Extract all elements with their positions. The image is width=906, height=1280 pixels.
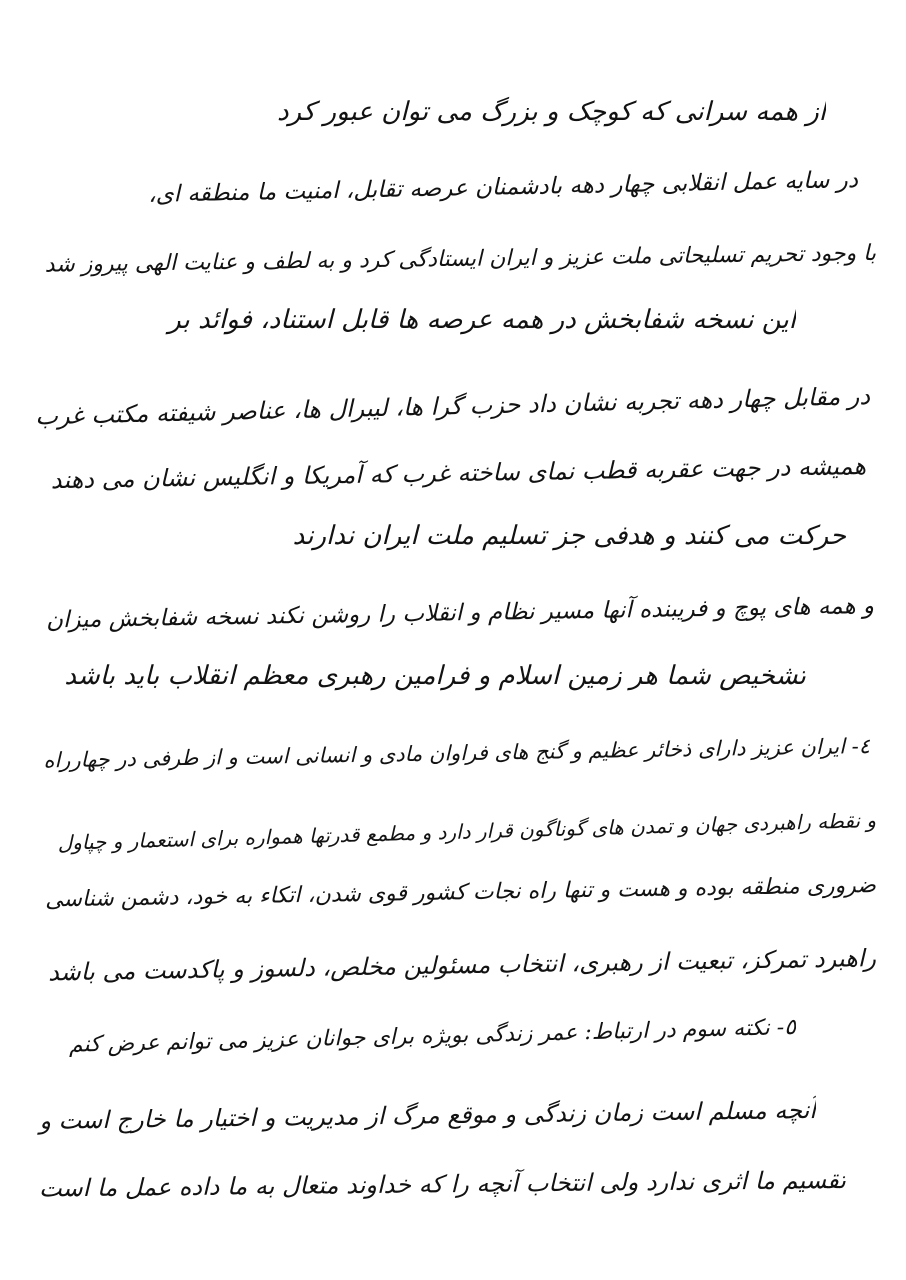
text-line: تقسیم ما اثری ندارد ولی انتخاب آنچه را که خداوند متعال به ما داده عمل ما است — [38, 1166, 847, 1203]
text-line: حرکت می کنند و هدفی جز تسلیم ملت ایران ندارند — [292, 521, 846, 551]
text-line: و نقطه راهبردی جهان و تمدن های گوناگون قرار دارد و مطمع قدرتها همواره برای استعمار و چپاول — [57, 808, 877, 855]
text-line: در سایه عمل انقلابی چهار دهه بادشمنان عرصه تقابل، امنیت ما منطقه ای، — [147, 167, 859, 208]
numbered-point-5: ٥- نکته سوم در ارتباط: عمر زندگی بویژه برای جوانان عزیز می توانم عرض کنم — [68, 1015, 797, 1058]
text-line: از همه سرانی که کوچک و بزرگ می توان عبور کرد — [276, 97, 826, 127]
numbered-point-4: ٤- ایران عزیز دارای ذخائر عظیم و گنج های فراوان مادی و انسانی است و از طرفی در چهارراه — [43, 734, 871, 773]
text-line: و همه های پوچ و فریبنده آنها مسیر نظام و انقلاب را روشن نکند نسخه شفابخش میزان — [45, 593, 875, 634]
text-line: همیشه در جهت عقربه قطب نمای ساخته غرب که آمریکا و انگلیس نشان می دهند — [50, 452, 867, 495]
text-line: در مقابل چهار دهه تجربه نشان داد حزب گرا ها، لیبرال ها، عناصر شیفته مکتب غرب — [35, 382, 871, 431]
text-line: آنچه مسلم است زمان زندگی و موقع مرگ از مدیریت و اختیار ما خارج است و — [39, 1096, 817, 1135]
text-line: راهبرد تمرکز، تبعیت از رهبری، انتخاب مسئولین مخلص، دلسوز و پاکدست می باشد — [47, 944, 877, 987]
text-line: این نسخه شفابخش در همه عرصه ها قابل استناد، فوائد بر — [168, 305, 796, 335]
text-line: تشخیص شما هر زمین اسلام و فرامین رهبری معظم انقلاب باید باشد — [64, 661, 806, 691]
text-line: ضروری منطقه بوده و هست و تنها راه نجات کشور قوی شدن، اتکاء به خود، دشمن شناسی — [44, 873, 877, 913]
text-line: با وجود تحریم تسلیحاتی ملت عزیز و ایران ایستادگی کرد و به لطف و عنایت الهی پیروز شد — [44, 241, 877, 278]
